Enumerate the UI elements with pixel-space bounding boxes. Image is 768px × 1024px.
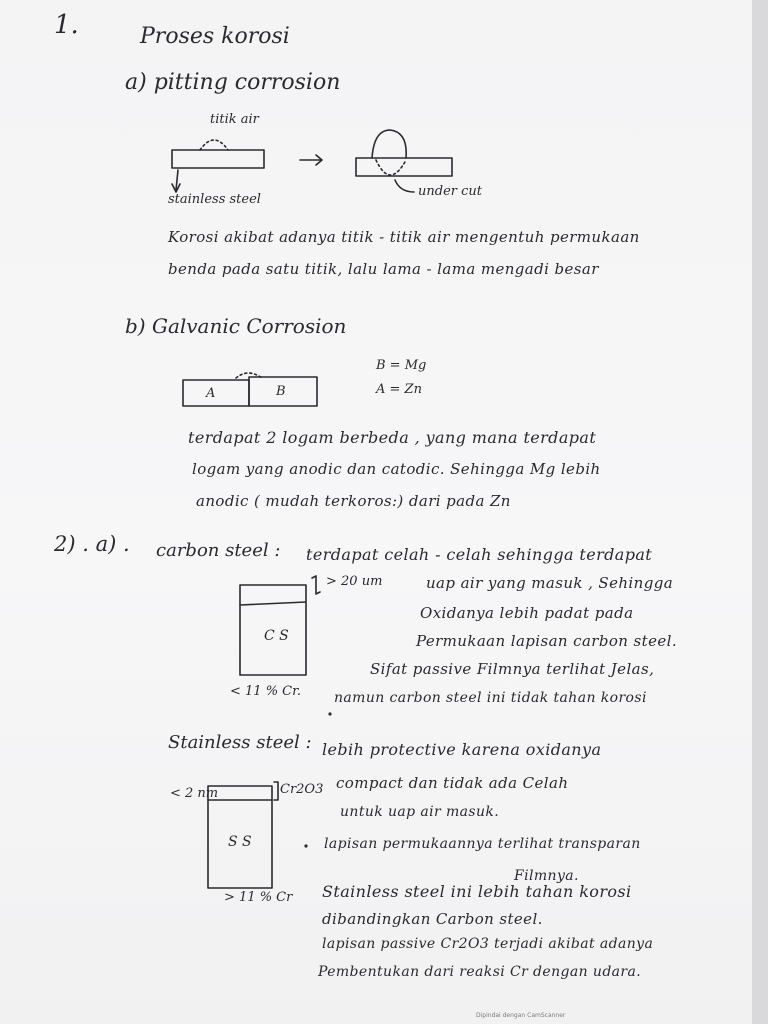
label-under-cut: under cut	[418, 184, 482, 199]
stainless-line-8: lapisan passive Cr2O3 terjadi akibat adanya	[322, 936, 654, 952]
galvanic-blocks	[183, 373, 317, 406]
carbon-steel-diagram	[240, 576, 320, 675]
page-number: 1.	[54, 10, 79, 40]
bullet-dot	[304, 844, 307, 847]
label-stainless-steel: stainless steel	[168, 192, 261, 207]
section-a-line-2: benda pada satu titik, lalu lama - lama mengadi besar	[168, 260, 599, 278]
pitting-plate-after	[356, 130, 452, 192]
carbon-chromium-label: < 11 % Cr.	[230, 684, 302, 699]
carbon-line-6: namun carbon steel ini tidak tahan korosi	[334, 690, 647, 706]
stainless-line-4: lapisan permukaannya terlihat transparan	[324, 836, 641, 852]
pitting-plate-before	[172, 140, 264, 192]
section-b-line-1: terdapat 2 logam berbeda , yang mana terdapat	[188, 428, 597, 447]
carbon-line-5: Sifat passive Filmnya terlihat Jelas,	[370, 660, 655, 678]
carbon-line-4: Permukaan lapisan carbon steel.	[416, 632, 677, 650]
stainless-line-3: untuk uap air masuk.	[340, 804, 500, 820]
section-b-line-3: anodic ( mudah terkoros:) dari pada Zn	[196, 492, 511, 510]
stainless-box-label: S S	[228, 834, 252, 850]
stainless-line-7: dibandingkan Carbon steel.	[322, 910, 543, 928]
arrow-icon	[300, 155, 322, 165]
definition-a: A = Zn	[376, 382, 422, 397]
stainless-line-2: compact dan tidak ada Celah	[336, 774, 569, 792]
definition-b: B = Mg	[376, 358, 427, 373]
stainless-oxide-label: Cr2O3	[280, 782, 324, 797]
stainless-size-label: < 2 nm	[170, 786, 219, 801]
block-a-label: A	[206, 386, 216, 401]
carbon-steel-heading: carbon steel :	[156, 540, 281, 561]
section-b-heading: b) Galvanic Corrosion	[125, 314, 347, 338]
carbon-line-2: uap air yang masuk , Sehingga	[426, 574, 674, 592]
stainless-line-1: lebih protective karena oxidanya	[322, 740, 602, 759]
carbon-line-1: terdapat celah - celah sehingga terdapat	[306, 545, 653, 564]
carbon-box-label: C S	[264, 628, 289, 644]
bullet-dot	[328, 712, 331, 715]
page-title: Proses korosi	[140, 24, 290, 49]
section-a-heading: a) pitting corrosion	[125, 70, 341, 95]
stainless-line-5: Filmnya.	[514, 868, 579, 884]
stainless-steel-heading: Stainless steel :	[168, 732, 312, 753]
block-b-label: B	[276, 384, 286, 399]
section-a-line-1: Korosi akibat adanya titik - titik air mengentuh permukaan	[168, 228, 640, 246]
section-b-line-2: logam yang anodic dan catodic. Sehingga Mg lebih	[192, 460, 601, 478]
label-water-droplet: titik air	[210, 112, 259, 127]
carbon-size-label: > 20 um	[326, 574, 383, 589]
carbon-line-3: Oxidanya lebih padat pada	[420, 604, 634, 622]
scanner-footer: Dipindai dengan CamScanner	[476, 1012, 566, 1019]
section-2-number: 2) . a) .	[54, 532, 130, 556]
stainless-line-6: Stainless steel ini lebih tahan korosi	[322, 882, 632, 901]
stainless-line-9: Pembentukan dari reaksi Cr dengan udara.	[318, 964, 642, 980]
stainless-chromium-label: > 11 % Cr	[224, 890, 293, 905]
